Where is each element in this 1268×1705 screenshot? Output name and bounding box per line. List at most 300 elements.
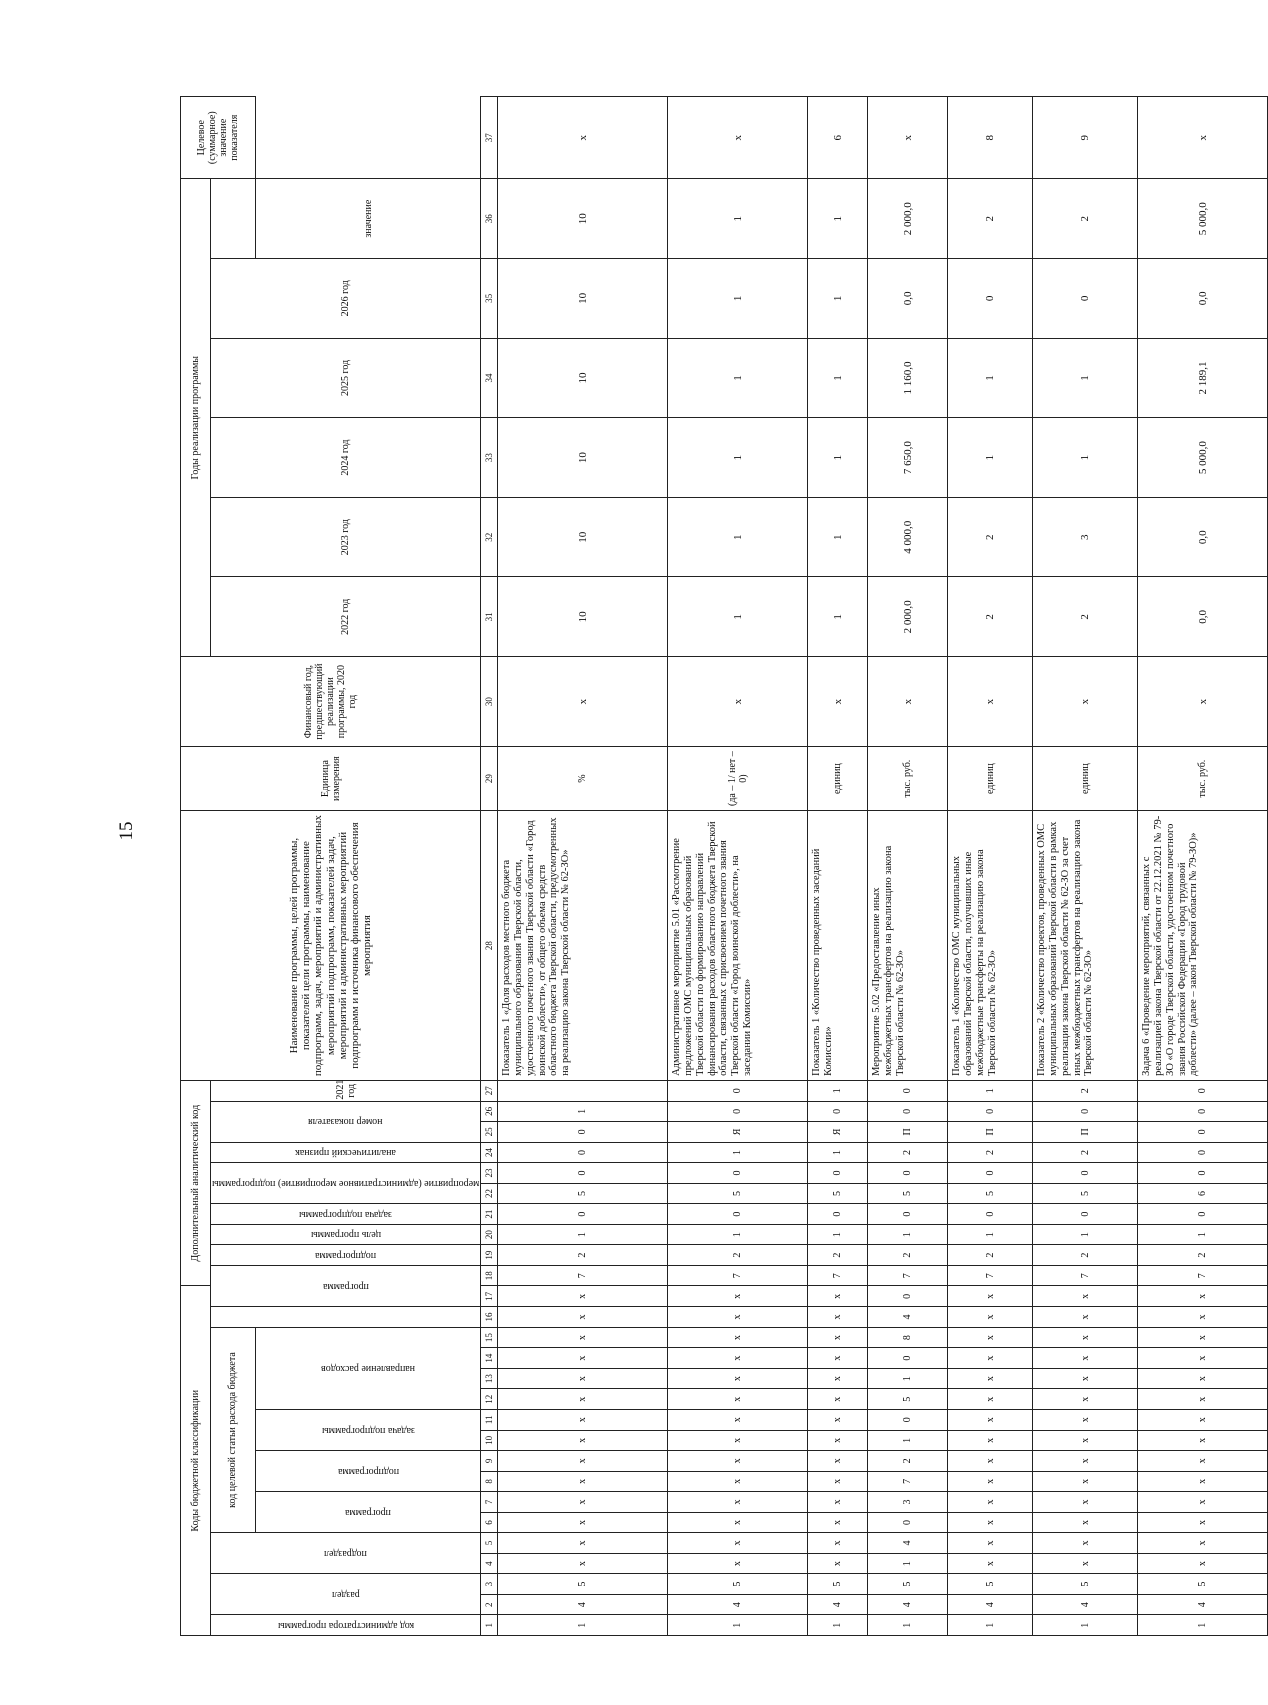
column-number: 3	[481, 1574, 498, 1595]
code-cell: 2	[808, 1245, 868, 1266]
table-row	[948, 97, 1033, 1636]
code-cell: х	[668, 1327, 808, 1348]
code-cell: П	[1033, 1122, 1138, 1143]
code-cell: х	[498, 1533, 668, 1554]
header-empty	[211, 1307, 481, 1328]
header-ex-subprogram-text: подпрограмма	[315, 1249, 377, 1261]
row-unit: единиц	[808, 747, 868, 811]
row-unit: тыс. руб.	[1138, 747, 1268, 811]
row-year-value: 0,0	[1138, 497, 1268, 577]
row-fin-year: х	[668, 657, 808, 747]
code-cell: 4	[1033, 1594, 1138, 1615]
code-cell: х	[668, 1348, 808, 1369]
code-cell: 0	[948, 1101, 1033, 1122]
header-ex-program-text: программа	[322, 1280, 369, 1292]
code-cell: 4	[498, 1594, 668, 1615]
code-cell: х	[1138, 1553, 1268, 1574]
code-cell: 2	[1033, 1080, 1138, 1101]
row-name: Показатель 2 «Количество проектов, проведенных ОМС муниципальных образований Тверской области в рамках реализации закона Тверской области № 62-ЗО за счет иных межбюджетных трансфертов на реализацию закона Тверской области № 62-ЗО»	[1033, 811, 1138, 1081]
column-number: 36	[481, 179, 498, 259]
row-year-value: 2 000,0	[868, 179, 948, 259]
code-cell: х	[948, 1389, 1033, 1410]
code-cell: 1	[498, 1224, 668, 1245]
code-cell: х	[808, 1348, 868, 1369]
code-cell: 0	[948, 1204, 1033, 1225]
code-cell: х	[1138, 1409, 1268, 1430]
column-number: 15	[481, 1327, 498, 1348]
code-cell: 2	[668, 1245, 808, 1266]
code-cell: х	[498, 1492, 668, 1513]
code-cell: 7	[868, 1265, 948, 1286]
row-year-value: 1	[1033, 338, 1138, 418]
code-cell: 7	[668, 1265, 808, 1286]
code-cell: х	[1138, 1286, 1268, 1307]
code-cell: 0	[868, 1204, 948, 1225]
code-cell: 1	[668, 1224, 808, 1245]
code-cell: 0	[1138, 1122, 1268, 1143]
code-cell: х	[948, 1471, 1033, 1492]
row-year-value: 1	[808, 577, 868, 657]
column-number: 20	[481, 1224, 498, 1245]
code-cell: 4	[868, 1533, 948, 1554]
row-year-value: 10	[498, 179, 668, 259]
code-cell: х	[668, 1492, 808, 1513]
code-cell: 0	[1033, 1163, 1138, 1184]
code-cell: 5	[498, 1574, 668, 1595]
column-number: 2	[481, 1594, 498, 1615]
row-year-value: 1	[668, 338, 808, 418]
column-number: 18	[481, 1265, 498, 1286]
code-cell: 1	[1138, 1224, 1268, 1245]
code-cell: 5	[868, 1389, 948, 1410]
column-number: 19	[481, 1245, 498, 1266]
code-cell: 5	[668, 1574, 808, 1595]
code-cell: х	[808, 1409, 868, 1430]
row-year-value: 10	[498, 338, 668, 418]
rotated-table-wrapper	[180, 96, 1209, 1636]
code-cell: 0	[868, 1101, 948, 1122]
code-cell: х	[1138, 1348, 1268, 1369]
row-name: Мероприятие 5.02 «Предоставление иных межбюджетных трансфертов на реализацию закона Тверской области № 62-ЗО»	[868, 811, 948, 1081]
header-year-2023: 2023 год	[211, 497, 481, 577]
code-cell: 0	[868, 1409, 948, 1430]
code-cell: х	[668, 1286, 808, 1307]
code-cell: х	[668, 1389, 808, 1410]
code-cell: х	[808, 1492, 868, 1513]
code-cell: х	[1033, 1430, 1138, 1451]
code-cell: х	[1138, 1533, 1268, 1554]
code-cell: х	[1033, 1368, 1138, 1389]
code-cell: 5	[868, 1574, 948, 1595]
column-number: 33	[481, 418, 498, 498]
row-year-value: 2 000,0	[868, 577, 948, 657]
column-number: 14	[481, 1348, 498, 1369]
code-cell: х	[1138, 1512, 1268, 1533]
row-name: Показатель 1 «Количество проведенных заседаний Комиссии»	[808, 811, 868, 1081]
table-row	[1033, 97, 1138, 1636]
code-cell: 0	[1138, 1101, 1268, 1122]
column-number: 4	[481, 1553, 498, 1574]
column-number: 34	[481, 338, 498, 418]
header-target-value: значение	[256, 179, 481, 259]
row-year-value: 1	[808, 418, 868, 498]
column-number: 28	[481, 811, 498, 1081]
code-cell: 2	[948, 1245, 1033, 1266]
code-cell: х	[498, 1348, 668, 1369]
header-years: Годы реализации программы	[181, 179, 211, 657]
code-cell: 0	[868, 1512, 948, 1533]
code-cell: х	[808, 1430, 868, 1451]
code-cell: х	[808, 1286, 868, 1307]
column-number: 29	[481, 747, 498, 811]
code-cell: 0	[1138, 1163, 1268, 1184]
header-section	[211, 1574, 481, 1615]
header-section-text: раздел	[331, 1589, 360, 1600]
row-year-value: 2	[1033, 577, 1138, 657]
code-cell: 0	[498, 1122, 668, 1143]
code-cell: х	[1138, 1430, 1268, 1451]
row-unit: тыс. руб.	[868, 747, 948, 811]
code-cell: 4	[1138, 1594, 1268, 1615]
code-cell: 1	[1033, 1615, 1138, 1636]
code-cell: 7	[1033, 1265, 1138, 1286]
row-year-value: 0,0	[1138, 259, 1268, 339]
code-cell: 1	[668, 1615, 808, 1636]
code-cell: 1	[808, 1080, 868, 1101]
row-year-value: 2	[948, 497, 1033, 577]
code-cell: 0	[498, 1204, 668, 1225]
header-ex-analytic	[211, 1142, 481, 1163]
code-cell: 5	[948, 1183, 1033, 1204]
code-cell: 1	[948, 1080, 1033, 1101]
row-year-value: 0	[1033, 259, 1138, 339]
code-cell: х	[668, 1307, 808, 1328]
row-year-value: 5 000,0	[1138, 179, 1268, 259]
code-cell: х	[498, 1553, 668, 1574]
code-cell: 1	[868, 1430, 948, 1451]
row-target: х	[868, 97, 948, 179]
header-ex-goal	[211, 1224, 481, 1245]
row-year-value: 7 650,0	[868, 418, 948, 498]
row-unit: единиц	[948, 747, 1033, 811]
code-cell: х	[948, 1512, 1033, 1533]
page-number: 15	[116, 821, 137, 841]
code-cell: х	[498, 1368, 668, 1389]
header-year-2024: 2024 год	[211, 418, 481, 498]
code-cell: 0	[868, 1163, 948, 1184]
code-cell: 2	[868, 1245, 948, 1266]
column-number: 7	[481, 1492, 498, 1513]
column-number: 35	[481, 259, 498, 339]
row-year-value: 1	[668, 577, 808, 657]
code-cell: х	[808, 1553, 868, 1574]
code-cell: 1	[808, 1224, 868, 1245]
code-cell: х	[668, 1368, 808, 1389]
code-cell: 8	[868, 1327, 948, 1348]
code-cell: х	[948, 1492, 1033, 1513]
code-cell: 1	[498, 1101, 668, 1122]
code-cell: 2	[498, 1245, 668, 1266]
code-cell: х	[948, 1451, 1033, 1472]
header-ex-measure	[211, 1163, 481, 1204]
row-fin-year: х	[868, 657, 948, 747]
code-cell: 0	[498, 1142, 668, 1163]
row-target: 8	[948, 97, 1033, 179]
row-year-value: 1	[808, 179, 868, 259]
column-number: 31	[481, 577, 498, 657]
row-target: 9	[1033, 97, 1138, 179]
code-cell: 1	[668, 1142, 808, 1163]
column-number: 27	[481, 1080, 498, 1101]
code-cell: 5	[868, 1183, 948, 1204]
code-cell: х	[1033, 1492, 1138, 1513]
code-cell: 5	[498, 1183, 668, 1204]
code-cell: 4	[868, 1594, 948, 1615]
code-cell: х	[948, 1327, 1033, 1348]
row-target: 6	[808, 97, 868, 179]
code-cell: х	[1138, 1389, 1268, 1410]
code-cell: х	[668, 1533, 808, 1554]
code-cell: х	[1033, 1451, 1138, 1472]
code-cell: 4	[868, 1307, 948, 1328]
header-ex-indicator	[211, 1101, 481, 1142]
header-target-article: код целевой статьи расхода бюджета	[211, 1327, 256, 1532]
code-cell: х	[1033, 1512, 1138, 1533]
code-cell: 1	[868, 1553, 948, 1574]
header-ex-task	[211, 1204, 481, 1225]
code-cell: 0	[808, 1163, 868, 1184]
header-expense-direction-text: направление расходов	[321, 1362, 416, 1374]
row-name: Показатель 1 «Доля расходов местного бюджета муниципального образования Тверской области, удостоенного почетного звания Тверской области «Город воинской доблести», от общего объема средств областного бюджета Тверской области, предусмотренных на реализацию закона Тверской области № 62-ЗО»	[498, 811, 668, 1081]
row-fin-year: х	[1033, 657, 1138, 747]
code-cell: 7	[1138, 1265, 1268, 1286]
row-year-value: 0,0	[868, 259, 948, 339]
code-cell: 7	[808, 1265, 868, 1286]
header-name: Наименование программы, целей программы, показателей цели программы, наименование подпрограмм, задач, мероприятий и административных мероприятий подпрограмм, показателей задач, мероприятий и административных мероприятий подпрограмм и источника финансового обеспечения мероприятия	[181, 811, 481, 1081]
code-cell: х	[498, 1430, 668, 1451]
header-year-2026: 2026 год	[211, 259, 481, 339]
code-cell: 0	[868, 1286, 948, 1307]
column-number: 26	[481, 1101, 498, 1122]
row-year-value: 0	[948, 259, 1033, 339]
column-number: 25	[481, 1122, 498, 1143]
header-year-2021: 2021 год	[211, 1080, 481, 1101]
code-cell: 0	[1138, 1142, 1268, 1163]
column-number: 17	[481, 1286, 498, 1307]
code-cell: х	[1033, 1286, 1138, 1307]
row-year-value: 10	[498, 497, 668, 577]
row-year-value: 0,0	[1138, 577, 1268, 657]
code-cell: х	[1138, 1451, 1268, 1472]
row-year-value: 1	[668, 179, 808, 259]
row-year-value: 4 000,0	[868, 497, 948, 577]
code-cell: х	[1138, 1307, 1268, 1328]
column-number: 6	[481, 1512, 498, 1533]
header-fin-year: Финансовый год, предшествующий реализации программы, 2020 год	[181, 657, 481, 747]
row-year-value: 1	[808, 259, 868, 339]
code-cell: 0	[808, 1204, 868, 1225]
row-year-value: 10	[498, 259, 668, 339]
code-cell: 0	[498, 1163, 668, 1184]
row-year-value: 1	[668, 259, 808, 339]
code-cell: 3	[868, 1492, 948, 1513]
header-sub-task-text: задача подпрограммы	[321, 1424, 415, 1436]
code-cell: х	[498, 1512, 668, 1533]
code-cell: 0	[668, 1080, 808, 1101]
code-cell: х	[948, 1430, 1033, 1451]
row-year-value: 1	[808, 338, 868, 418]
column-number: 23	[481, 1163, 498, 1184]
column-number: 22	[481, 1183, 498, 1204]
code-cell: 4	[808, 1594, 868, 1615]
header-ex-task-text: задача подпрограммы	[299, 1208, 393, 1220]
code-cell: 7	[868, 1471, 948, 1492]
column-number: 9	[481, 1451, 498, 1472]
header-program	[256, 1492, 481, 1533]
column-number: 1	[481, 1615, 498, 1636]
header-ex-analytic-text: аналитический признак	[295, 1147, 397, 1159]
code-cell: х	[948, 1409, 1033, 1430]
header-expense-direction	[256, 1327, 481, 1409]
code-cell: 4	[668, 1594, 808, 1615]
code-cell: х	[948, 1368, 1033, 1389]
row-year-value: 1 160,0	[868, 338, 948, 418]
header-unit: Единица измерения	[181, 747, 481, 811]
row-year-value: 2	[1033, 179, 1138, 259]
code-cell: 1	[1033, 1224, 1138, 1245]
header-ex-subprogram	[211, 1245, 481, 1266]
code-cell: х	[808, 1389, 868, 1410]
code-cell: 1	[868, 1615, 948, 1636]
code-cell: х	[498, 1451, 668, 1472]
code-cell: х	[948, 1553, 1033, 1574]
code-cell: х	[1033, 1389, 1138, 1410]
code-cell: х	[808, 1471, 868, 1492]
row-year-value: 1	[948, 418, 1033, 498]
row-fin-year: х	[1138, 657, 1268, 747]
code-cell: 0	[1033, 1101, 1138, 1122]
row-year-value: 3	[1033, 497, 1138, 577]
code-cell: х	[498, 1389, 668, 1410]
table-row	[668, 97, 808, 1636]
code-cell: х	[1033, 1471, 1138, 1492]
code-cell: П	[868, 1122, 948, 1143]
code-cell: 0	[1138, 1080, 1268, 1101]
header-year-2022: 2022 год	[211, 577, 481, 657]
column-number: 37	[481, 97, 498, 179]
code-cell: х	[1033, 1348, 1138, 1369]
code-cell: х	[808, 1327, 868, 1348]
code-cell: 5	[808, 1183, 868, 1204]
code-cell: х	[1138, 1471, 1268, 1492]
row-target: х	[668, 97, 808, 179]
row-year-value: 2 189,1	[1138, 338, 1268, 418]
code-cell: 5	[808, 1574, 868, 1595]
code-cell: 1	[868, 1224, 948, 1245]
row-year-value: 1	[948, 338, 1033, 418]
code-cell: 5	[1033, 1183, 1138, 1204]
row-name: Административное мероприятие 5.01 «Рассмотрение предложений ОМС муниципальных образований Тверской области по формированию направлений финансирования расходов областного бюджета Тверской области, связанных с присвоением почетного звания Тверской области «Город воинской доблести», на заседании Комиссии»	[668, 811, 808, 1081]
code-cell: 0	[1033, 1204, 1138, 1225]
row-target: х	[1138, 97, 1268, 179]
code-cell: х	[498, 1409, 668, 1430]
header-ex-goal-text: цель программы	[310, 1229, 381, 1241]
column-number: 11	[481, 1409, 498, 1430]
code-cell: Я	[808, 1122, 868, 1143]
code-cell: х	[668, 1409, 808, 1430]
header-program-text: программа	[345, 1506, 392, 1518]
code-cell: 1	[498, 1615, 668, 1636]
header-admin-code	[211, 1615, 481, 1636]
header-ex-indicator-text: номер показателя	[308, 1116, 383, 1128]
code-cell: 6	[1138, 1183, 1268, 1204]
code-cell: П	[948, 1122, 1033, 1143]
code-cell: х	[668, 1512, 808, 1533]
code-cell: 0	[668, 1163, 808, 1184]
code-cell: 7	[948, 1265, 1033, 1286]
code-cell	[498, 1080, 668, 1101]
row-unit: (да – 1/ нет – 0)	[668, 747, 808, 811]
code-cell: х	[948, 1348, 1033, 1369]
header-ex-measure-text: мероприятие (административное мероприятие) подпрограммы	[212, 1177, 480, 1189]
code-cell: х	[498, 1471, 668, 1492]
code-cell: 2	[1138, 1245, 1268, 1266]
code-cell: 5	[1033, 1574, 1138, 1595]
code-cell: 4	[948, 1594, 1033, 1615]
code-cell: х	[948, 1307, 1033, 1328]
code-cell: 5	[1138, 1574, 1268, 1595]
row-fin-year: х	[948, 657, 1033, 747]
table-row	[808, 97, 868, 1636]
header-year-2025: 2025 год	[211, 338, 481, 418]
table-row	[498, 97, 668, 1636]
code-cell: 5	[668, 1183, 808, 1204]
code-cell: 2	[1033, 1142, 1138, 1163]
code-cell: х	[668, 1430, 808, 1451]
code-cell: 0	[808, 1101, 868, 1122]
code-cell: 2	[1033, 1245, 1138, 1266]
row-unit: %	[498, 747, 668, 811]
code-cell: 5	[948, 1574, 1033, 1595]
column-number: 21	[481, 1204, 498, 1225]
row-fin-year: х	[808, 657, 868, 747]
row-year-value: 1	[1033, 418, 1138, 498]
row-target: х	[498, 97, 668, 179]
row-year-value: 1	[808, 497, 868, 577]
row-year-value: 2	[948, 577, 1033, 657]
header-ex-program	[211, 1265, 481, 1306]
code-cell: х	[1033, 1553, 1138, 1574]
code-cell: х	[948, 1533, 1033, 1554]
header-subsection-text: подраздел	[324, 1547, 368, 1559]
code-cell: 1	[808, 1615, 868, 1636]
code-cell: 0	[868, 1348, 948, 1369]
row-year-value: 1	[668, 418, 808, 498]
code-cell: 0	[1138, 1204, 1268, 1225]
code-cell: х	[1138, 1492, 1268, 1513]
column-number: 12	[481, 1389, 498, 1410]
code-cell: х	[808, 1512, 868, 1533]
row-year-value: 10	[498, 577, 668, 657]
header-extra-code: Дополнительный аналитический код	[181, 1080, 211, 1286]
code-cell: х	[808, 1533, 868, 1554]
code-cell: х	[948, 1286, 1033, 1307]
code-cell: Я	[668, 1122, 808, 1143]
code-cell: 1	[808, 1142, 868, 1163]
code-cell: 2	[868, 1451, 948, 1472]
row-year-value: 5 000,0	[1138, 418, 1268, 498]
code-cell: 1	[1138, 1615, 1268, 1636]
